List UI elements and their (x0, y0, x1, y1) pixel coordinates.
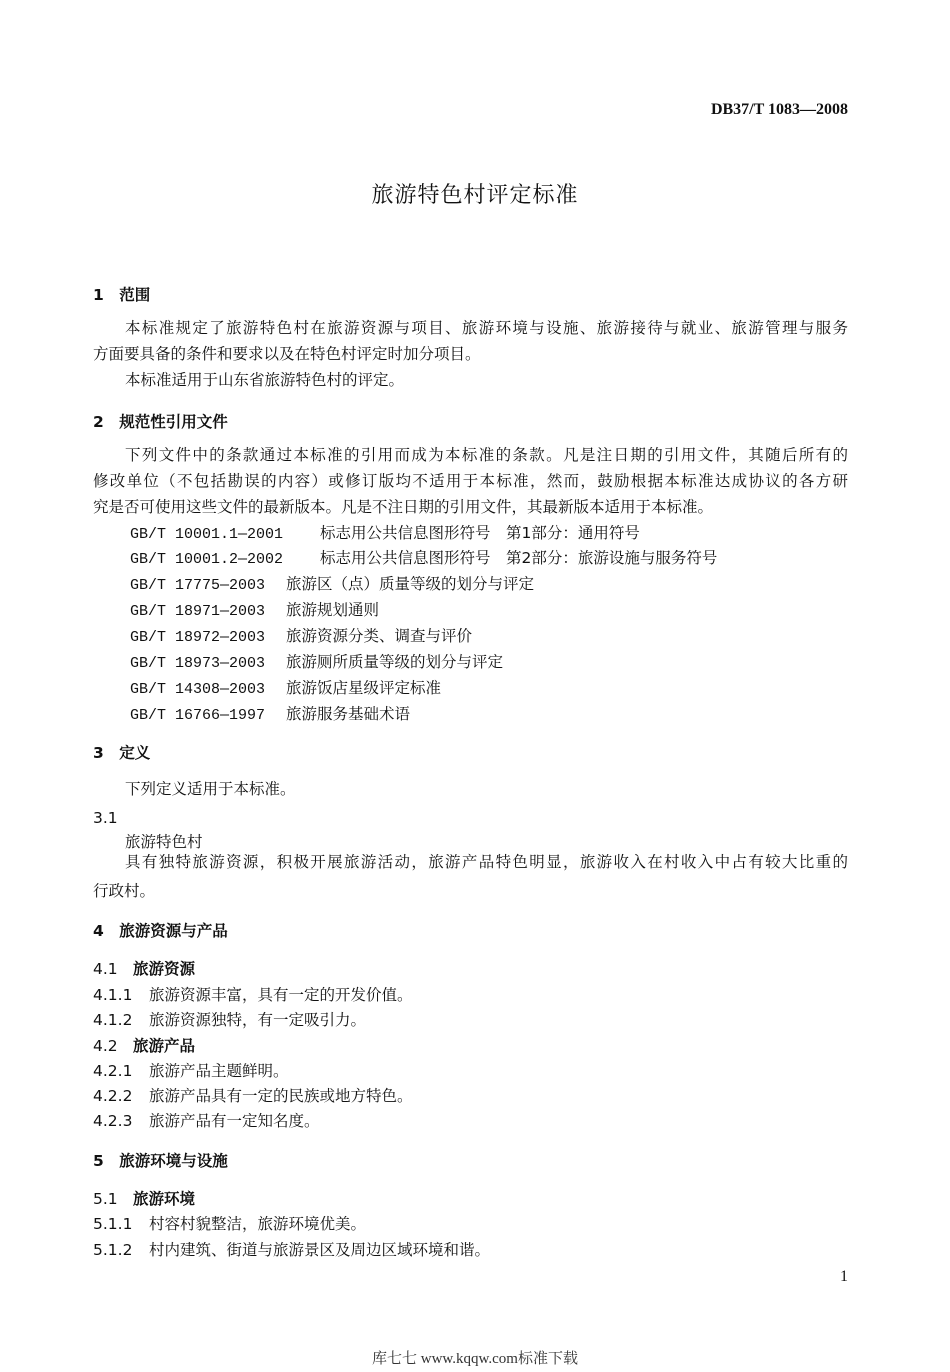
clause-title: 旅游资源 (133, 960, 196, 978)
clause (93, 1010, 366, 1030)
clause-number: 4.2.2 (93, 1087, 133, 1105)
reference-item (130, 548, 717, 570)
reference-item (130, 678, 441, 700)
term: 旅游特色村 (125, 833, 203, 851)
paragraph-line: 方面要具备的条件和要求以及在特色村评定时加分项目。 (93, 345, 481, 363)
clause-title: 旅游产品 (133, 1037, 196, 1055)
section-5-heading: 5 旅游环境与设施 (93, 1152, 228, 1170)
clause (93, 1189, 195, 1209)
clause-number: 4.2.3 (93, 1112, 133, 1130)
paragraph-line: 下列文件中的条款通过本标准的引用而成为本标准的条款。凡是注日期的引用文件，其随后所有的 (125, 446, 848, 464)
clause-text: 旅游资源独特，有一定吸引力。 (149, 1011, 367, 1029)
reference-code: GB/T 10001.1—2001 (130, 526, 284, 543)
paragraph-line: 下列定义适用于本标准。 (125, 780, 296, 798)
section-4-heading: 4 旅游资源与产品 (93, 922, 228, 940)
clause-text: 旅游产品主题鲜明。 (149, 1062, 289, 1080)
paragraph-line: 修改单位（不包括勘误的内容）或修订版均不适用于本标准，然而，鼓励根据本标准达成协议的各方研 (93, 472, 848, 490)
clause-number: 4.2 (93, 1037, 118, 1055)
clause (93, 959, 195, 979)
standard-code: DB37/T 1083—2008 (710, 101, 848, 118)
reference-title: 旅游资源分类、调查与评价 (286, 627, 473, 645)
reference-item (130, 652, 503, 674)
reference-item (130, 626, 472, 648)
clause-number: 5.1.1 (93, 1215, 133, 1233)
definition-line: 具有独特旅游资源，积极开展旅游活动，旅游产品特色明显，旅游收入在村收入中占有较大比重的 (125, 853, 848, 871)
clause (93, 1111, 320, 1131)
definition-line: 行政村。 (93, 882, 156, 900)
clause-text: 村容村貌整洁，旅游环境优美。 (149, 1215, 367, 1233)
document-title: 旅游特色村评定标准 (371, 183, 579, 208)
reference-item (130, 704, 410, 726)
reference-code: GB/T 18972—2003 (130, 629, 266, 646)
reference-title: 旅游区（点）质量等级的划分与评定 (286, 575, 535, 593)
clause (93, 1240, 490, 1260)
clause-text: 村内建筑、街道与旅游景区及周边区域环境和谐。 (149, 1241, 491, 1259)
clause-number: 4.1.2 (93, 1011, 133, 1029)
reference-title: 旅游服务基础术语 (286, 705, 411, 723)
clause-number: 5.1.2 (93, 1241, 133, 1259)
clause-number: 4.2.1 (93, 1062, 133, 1080)
clause-text: 旅游产品有一定知名度。 (149, 1112, 320, 1130)
reference-item (130, 600, 379, 622)
section-3-heading: 3 定义 (93, 744, 151, 762)
paragraph-line: 究是否可使用这些文件的最新版本。凡是不注日期的引用文件，其最新版本适用于本标准。 (93, 498, 714, 516)
reference-code: GB/T 10001.2—2002 (130, 551, 284, 568)
clause (93, 1061, 289, 1081)
reference-title: 标志用公共信息图形符号 第1部分：通用符号 (320, 524, 640, 542)
section-1-heading: 1 范围 (93, 286, 151, 304)
footer-watermark: 库七七 www.kqqw.com标准下载 (372, 1351, 578, 1367)
reference-code: GB/T 17775—2003 (130, 577, 266, 594)
reference-item (130, 523, 640, 545)
reference-code: GB/T 16766—1997 (130, 707, 266, 724)
reference-code: GB/T 18971—2003 (130, 603, 266, 620)
page-number: 1 (840, 1268, 848, 1285)
clause (93, 1086, 413, 1106)
clause-text: 旅游产品具有一定的民族或地方特色。 (149, 1087, 413, 1105)
reference-title: 旅游饭店星级评定标准 (286, 679, 442, 697)
clause-title: 旅游环境 (133, 1190, 196, 1208)
paragraph-line: 本标准适用于山东省旅游特色村的评定。 (125, 371, 405, 389)
reference-code: GB/T 14308—2003 (130, 681, 266, 698)
clause (93, 1214, 366, 1234)
clause (93, 1036, 195, 1056)
reference-title: 旅游规划通则 (286, 601, 380, 619)
reference-title: 旅游厕所质量等级的划分与评定 (286, 653, 504, 671)
clause-number: 4.1.1 (93, 986, 133, 1004)
paragraph-line: 本标准规定了旅游特色村在旅游资源与项目、旅游环境与设施、旅游接待与就业、旅游管理与服务 (125, 319, 848, 337)
reference-item (130, 574, 534, 596)
clause-number: 3.1 (93, 809, 118, 827)
clause-number: 5.1 (93, 1190, 118, 1208)
clause-text: 旅游资源丰富，具有一定的开发价值。 (149, 986, 413, 1004)
section-2-heading: 2 规范性引用文件 (93, 413, 228, 431)
clause (93, 985, 413, 1005)
clause-number: 4.1 (93, 960, 118, 978)
reference-code: GB/T 18973—2003 (130, 655, 266, 672)
reference-title: 标志用公共信息图形符号 第2部分：旅游设施与服务符号 (320, 549, 718, 567)
